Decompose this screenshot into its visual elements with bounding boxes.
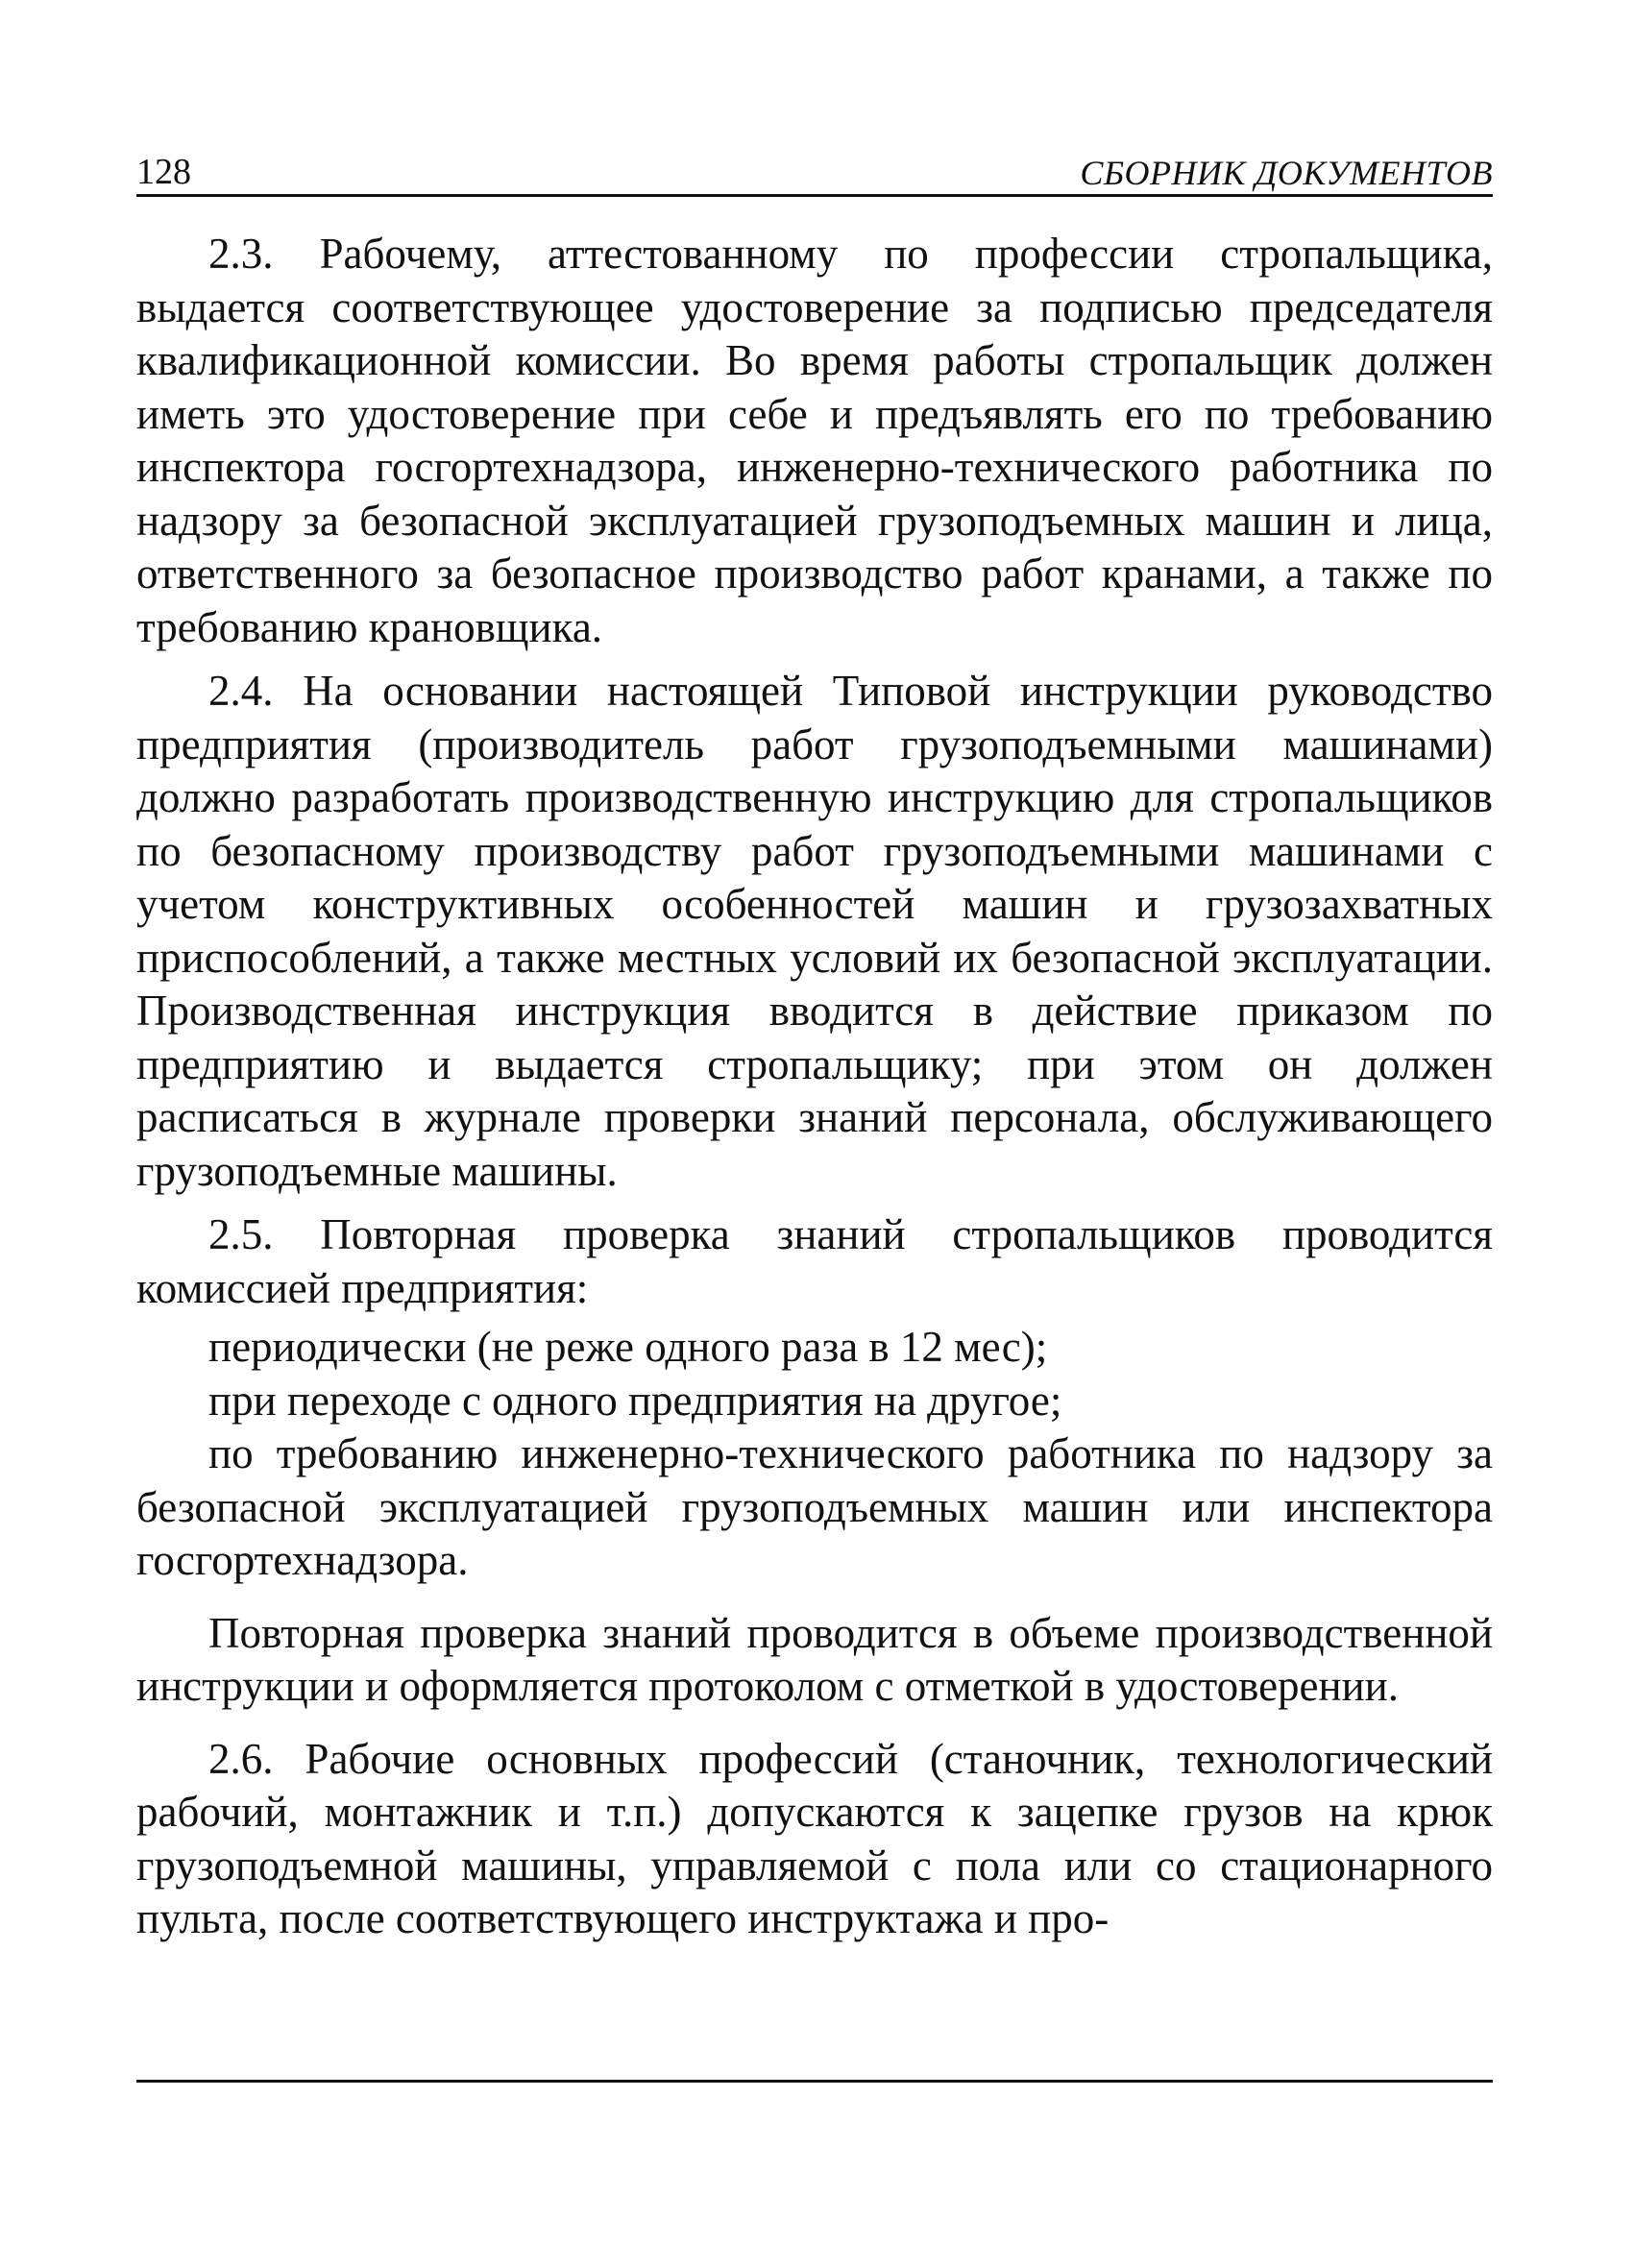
paragraph-2-3: 2.3. Рабочему, аттестованному по профессии стропальщика, выдается соответствующее удостоверение за подписью председателя квалификационной комиссии. Во время работы стропальщик должен иметь это удостоверение при себе и предъявлять его по требованию инспектора госгортехнадзора, инженерно-технического работника по надзору за безопасной эксплуатацией грузоподъемных машин и лица, ответственного за безопасное производство работ кранами, а также по требованию крановщика. — [136, 230, 1493, 651]
list-item-on-request: по требованию инженерно-технического работника по надзору за безопасной эксплуатацией грузоподъемных машин или инспектора госгортехнадзора. — [136, 1429, 1493, 1584]
body-text — [136, 228, 1493, 1946]
list-item-periodic: периодически (не реже одного раза в 12 мес); — [208, 1323, 1048, 1371]
paragraph-repeat-check: Повторная проверка знаний проводится в объеме производственной инструкции и оформляется протоколом с отметкой в удостоверении. — [136, 1608, 1493, 1710]
footer-rule — [136, 2080, 1493, 2083]
running-title: СБОРНИК ДОКУМЕНТОВ — [1080, 154, 1493, 192]
running-header — [136, 144, 1493, 197]
page-number: 128 — [136, 152, 191, 192]
paragraph-2-4: 2.4. На основании настоящей Типовой инструкции руководство предприятия (производитель работ грузоподъемными машинами) должно разработать производственную инструкцию для стропальщиков по безопасному производству работ грузоподъемными машинами с учетом конструктивных особенностей машин и грузозахватных приспособлений, а также местных условий их безопасной эксплуатации. Производственная инструкция вводится в действие приказом по предприятию и выдается стропальщику; при этом он должен расписаться в журнале проверки знаний персонала, обслуживающего грузоподъемные машины. — [136, 667, 1493, 1195]
list-item-transfer: при переходе с одного предприятия на другое; — [208, 1376, 1062, 1425]
document-page — [136, 144, 1493, 1957]
paragraph-2-5: 2.5. Повторная проверка знаний стропальщиков проводится комиссией предприятия: — [136, 1210, 1493, 1312]
paragraph-2-6: 2.6. Рабочие основных профессий (станочник, технологический рабочий, монтажник и т.п.) допускаются к зацепке грузов на крюк грузоподъемной машины, управляемой с пола или со стационарного пульта, после соответствующего инструктажа и про- — [136, 1734, 1493, 1942]
